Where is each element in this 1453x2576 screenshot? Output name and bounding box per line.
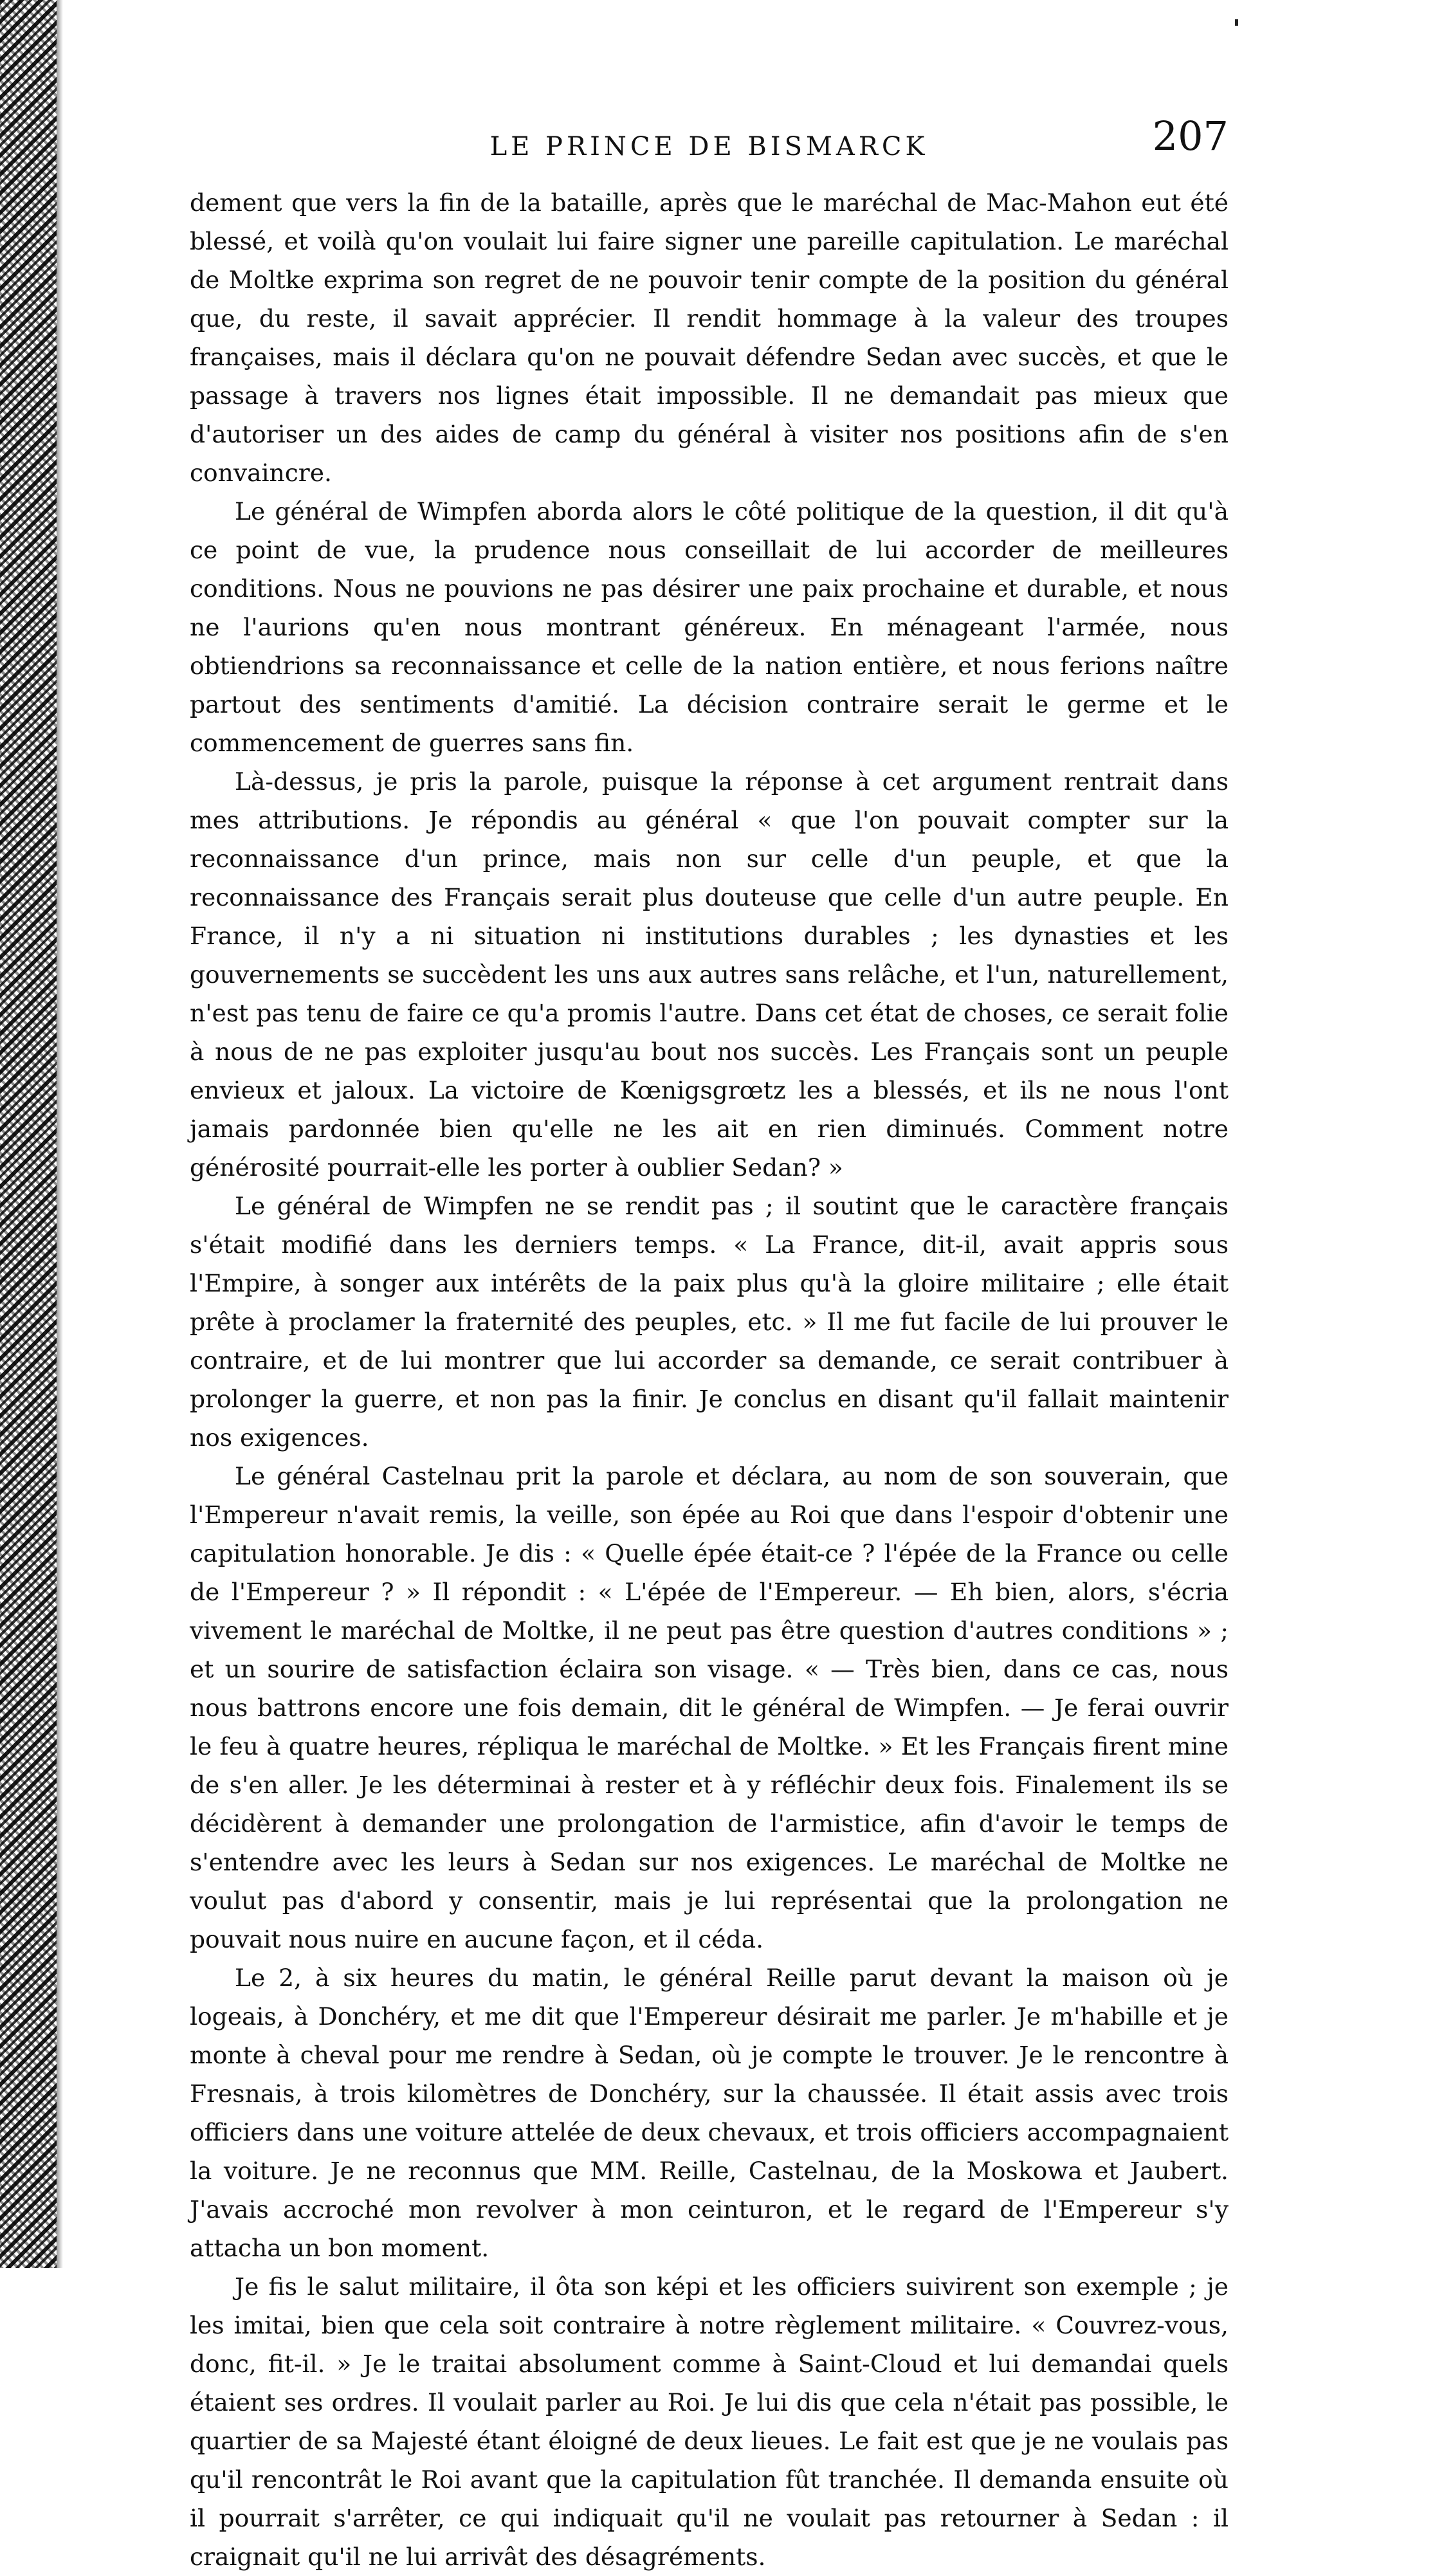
paragraph-6: Le 2, à six heures du matin, le général Reille parut devant la maison où je logeais, à Donchéry, et me dit que l'Empereur désirait me parler. Je m'habille et je monte à cheval pour me rendre à Sedan, où je compte le trouver. Je le rencontre à Fresnais, à trois kilomètres de Donchéry, sur la chaussée. Il était assis avec trois officiers dans une voiture attelée de deux chevaux, et trois officiers accompagnaient la voiture. Je ne reconnus que MM. Reille, Castelnau, de la Moskowa et Jaubert. J'avais accroché mon revolver à mon ceinturon, et le regard de l'Empereur s'y attacha un bon moment. [190,1964,1229,2262]
book-binding-edge [0,0,57,2268]
page-number: 207 [1152,113,1229,160]
paragraph-2: Le général de Wimpfen aborda alors le côté politique de la question, il dit qu'à ce point de vue, la prudence nous conseillait de lui accorder de meilleures conditions. Nous ne pouvions ne pas désirer une paix prochaine et durable, et nous ne l'aurions qu'en nous montrant généreux. En ménageant l'armée, nous obtiendrions sa reconnaissance et celle de la nation entière, et nous ferions naître partout des sentiments d'amitié. La décision contraire serait le germe et le commencement de guerres sans fin. [190,497,1229,757]
paragraph-1: dement que vers la fin de la bataille, après que le maréchal de Mac-Mahon eut été blessé, et voilà qu'on voulait lui faire signer une pareille capitulation. Le maréchal de Moltke exprima son regret de ne pouvoir tenir compte de la position du général que, du reste, il savait apprécier. Il rendit hommage à la valeur des troupes françaises, mais il déclara qu'on ne pouvait défendre Sedan avec succès, et que le passage à travers nos lignes était impossible. Il ne demandait pas mieux que d'autoriser un des aides de camp du général à visiter nos positions afin de s'en convaincre. [190,188,1229,487]
binding-shadow [57,0,63,2268]
paragraph-5: Le général Castelnau prit la parole et déclara, au nom de son souverain, que l'Empereur n'avait remis, la veille, son épée au Roi que dans l'espoir d'obtenir une capitulation honorable. Je dis : « Quelle épée était-ce ? l'épée de la France ou celle de l'Empereur ? » Il répondit : « L'épée de l'Empereur. — Eh bien, alors, s'écria vivement le maréchal de Moltke, il ne peut pas être question d'autres conditions » ; et un sourire de satisfaction éclaira son visage. « — Très bien, dans ce cas, nous nous battrons encore une fois demain, dit le général de Wimpfen. — Je ferai ouvrir le feu à quatre heures, répliqua le maréchal de Moltke. » Et les Français firent mine de s'en aller. Je les déterminai à rester et à y réfléchir deux fois. Finalement ils se décidèrent à demander une prolongation de l'armistice, afin d'avoir le temps de s'entendre avec les leurs à Sedan sur nos exigences. Le maréchal de Moltke ne voulut pas d'abord y consentir, mais je lui représentai que la prolongation ne pouvait nous nuire en aucune façon, et il céda. [190,1462,1229,1953]
page-header [190,113,1229,183]
paragraph-7: Je fis le salut militaire, il ôta son képi et les officiers suivirent son exemple ; je les imitai, bien que cela soit contraire à notre règlement militaire. « Couvrez-vous, donc, fit-il. » Je le traitai absolument comme à Saint-Cloud et lui demandai quels étaient ses ordres. Il voulait parler au Roi. Je lui dis que cela n'était pas possible, le quartier de sa Majesté étant éloigné de deux lieues. Le fait est que je ne voulais pas qu'il rencontrât le Roi avant que la capitulation fût tranchée. Il demanda ensuite où il pourrait s'arrêter, ce qui indiquait qu'il ne voulait pas retourner à Sedan : il craignait qu'il ne lui arrivât des désagréments. [190,2272,1229,2571]
body-text [190,183,1229,2576]
paragraph-3: Là-dessus, je pris la parole, puisque la réponse à cet argument rentrait dans mes attributions. Je répondis au général « que l'on pouvait compter sur la reconnaissance d'un prince, mais non sur celle d'un peuple, et que la reconnaissance des Français serait plus douteuse que celle d'un autre peuple. En France, il n'y a ni situation ni institutions durables ; les dynasties et les gouvernements se succèdent les uns aux autres sans relâche, et l'un, naturellement, n'est pas tenu de faire ce qu'a promis l'autre. Dans cet état de choses, ce serait folie à nous de ne pas exploiter jusqu'au bout nos succès. Les Français sont un peuple envieux et jaloux. La victoire de Kœnigsgrœtz les a blessés, et ils ne nous l'ont jamais pardonnée bien qu'elle ne les ait en rien diminués. Comment notre générosité pourrait-elle les porter à oublier Sedan? » [190,767,1229,1182]
running-title: LE PRINCE DE BISMARCK [489,132,929,161]
book-page [190,113,1229,2576]
paragraph-4: Le général de Wimpfen ne se rendit pas ; il soutint que le caractère français s'était modifié dans les derniers temps. « La France, dit-il, avait appris sous l'Empire, à songer aux intérêts de la paix plus qu'à la gloire militaire ; elle était prête à proclamer la fraternité des peuples, etc. » Il me fut facile de lui prouver le contraire, et de lui montrer que lui accorder sa demande, ce serait contribuer à prolonger la guerre, et non pas la finir. Je conclus en disant qu'il fallait maintenir nos exigences. [190,1192,1229,1452]
scan-speck [1235,19,1238,26]
